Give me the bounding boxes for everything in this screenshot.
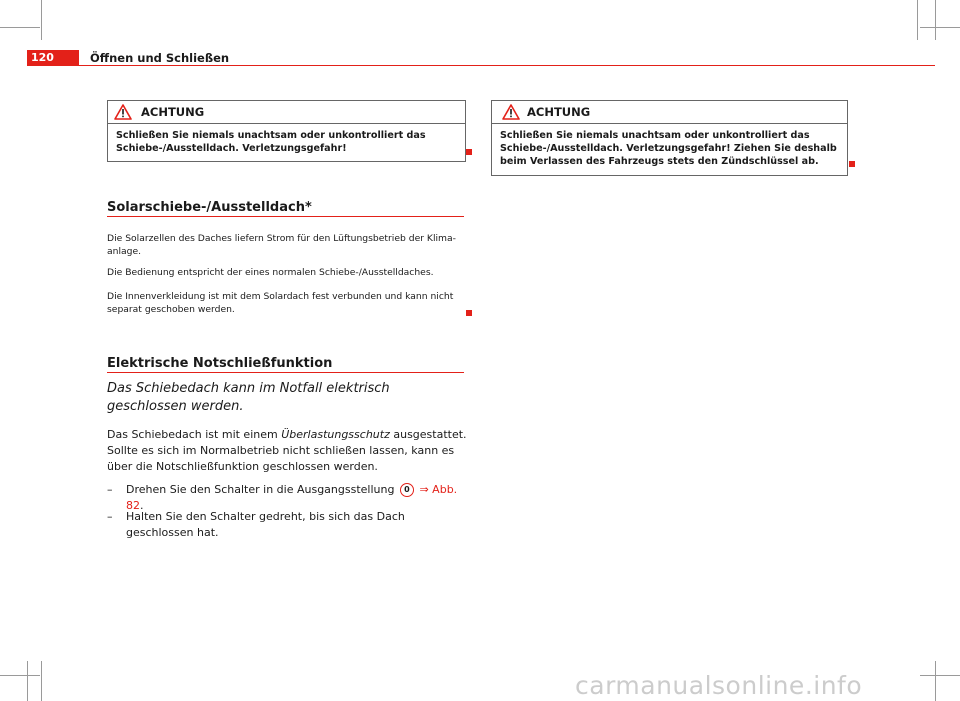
step-text: Drehen Sie den Schalter in die Ausgangsstellung 0 ⇒ Abb. 82. [126,483,458,512]
warning-label: ACHTUNG [527,105,591,119]
section-rule [107,216,464,217]
crop-mark [935,661,936,701]
step-dash: – [107,483,113,496]
warning-box-left [107,100,466,162]
warning-header [492,101,847,124]
end-marker [466,149,472,155]
warning-triangle-icon [114,104,132,120]
crop-mark [41,0,42,40]
emphasis: Überlastungsschutz [281,428,390,441]
section-rule [107,372,464,373]
step-item [107,482,469,512]
crop-mark [920,27,960,28]
warning-box-right [491,100,848,176]
end-marker [849,161,855,167]
section-title-solar: Solarschiebe-/Ausstelldach* [107,200,312,215]
section-title-emergency: Elektrische Notschließfunktion [107,356,333,371]
crop-mark [917,0,918,40]
position-0-marker: 0 [400,483,414,497]
crop-mark [935,0,936,40]
crop-mark [41,661,42,701]
warning-text: Schließen Sie niemals unachtsam oder unkontrolliert das Schiebe-/Ausstelldach. Verletzungsgefahr! [116,130,426,154]
step-dash: – [107,510,113,523]
watermark: carmanualsonline.info [575,671,863,700]
warning-text: Schließen Sie niemals unachtsam oder unkontrolliert das Schiebe-/Ausstelldach. Verletzungsgefahr! Ziehen Sie deshalb beim Verlassen des Fahrzeugs stets den Zündschlüssel ab. [500,130,837,167]
page-number: 120 [31,51,54,64]
crop-mark [920,675,960,676]
paragraph: Die Innenverkleidung ist mit dem Solardach fest verbunden und kann nicht separat geschoben werden. [107,291,454,315]
step-item [107,509,469,541]
body-paragraph: Das Schiebedach ist mit einem Überlastungsschutz ausgestattet. Sollte es sich im Normalbetrieb nicht schließen lassen, kann es über die Notschließfunktion geschlossen werden. [107,428,467,473]
step-text: Halten Sie den Schalter gedreht, bis sich das Dach geschlossen hat. [126,510,405,539]
crop-mark [0,675,40,676]
end-marker [466,310,472,316]
warning-triangle-icon [502,104,520,120]
paragraph: Die Solarzellen des Daches liefern Strom für den Lüftungsbetrieb der Klimaanlage. [107,233,456,257]
intro-text: Das Schiebedach kann im Notfall elektrisch geschlossen werden. [107,381,390,414]
chapter-title: Öffnen und Schließen [90,51,230,65]
warning-header [108,101,465,124]
warning-label: ACHTUNG [141,105,205,119]
paragraph: Die Bedienung entspricht der eines normalen Schiebe-/Ausstelldaches. [107,267,434,278]
crop-mark [0,27,40,28]
crop-mark [27,661,28,701]
figure-reference-link[interactable]: ⇒ Abb. 82 [126,483,458,512]
